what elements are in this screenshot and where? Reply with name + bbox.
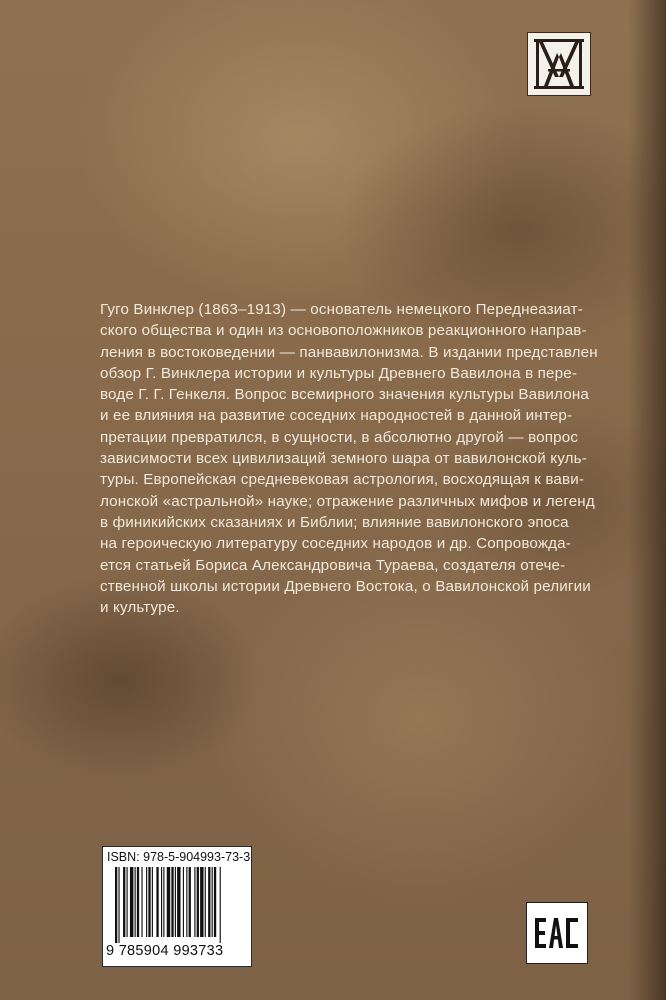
annotation-line: обзор Г. Винклера истории и культуры Древнего Вавилона в пере- <box>100 364 578 382</box>
barcode-bar <box>163 867 164 937</box>
publisher-logo <box>527 32 591 96</box>
barcode-bar <box>212 867 213 937</box>
barcode-bar <box>167 867 170 937</box>
barcode-bar <box>208 867 210 937</box>
barcode-bar <box>177 867 180 937</box>
barcode-bar <box>194 867 195 937</box>
barcode-bar <box>156 867 158 937</box>
annotation-line: ления в востоковедении — панвавилонизма. В издании представлен <box>100 343 598 361</box>
barcode-bar <box>141 867 142 937</box>
barcode-bar <box>148 867 150 937</box>
annotation-text <box>100 299 598 618</box>
annotation-line: в финикийских сказаниях и Библии; влияние вавилонского эпоса <box>100 513 569 531</box>
annotation-line: и ее влияния на развитие соседних народностей в данной интер- <box>100 407 573 425</box>
barcode-bar <box>175 867 176 937</box>
barcode-bar <box>214 867 216 937</box>
eac-mark <box>526 902 588 964</box>
barcode-bar <box>127 867 128 937</box>
barcode-bar <box>161 867 162 937</box>
annotation-line: туры. Европейская средневековая астрология, восходящая к вави- <box>100 471 585 489</box>
barcode-bars <box>115 867 241 943</box>
barcode-bar <box>130 867 133 937</box>
barcode-bar <box>189 867 191 937</box>
barcode-bar <box>137 867 139 937</box>
annotation-line: претации превратился, в сущности, в абсолютно другой — вопрос <box>100 428 579 446</box>
barcode-bar <box>220 867 221 943</box>
isbn-barcode <box>102 846 252 967</box>
barcode-bar <box>115 867 117 943</box>
annotation-line: Гуго Винклер (1863–1913) — основатель немецкого Переднеазиат- <box>100 301 583 318</box>
spine-shadow <box>628 0 666 1000</box>
barcode-bar <box>135 867 136 937</box>
annotation-line: зависимости всех цивилизаций земного шара от вавилонской куль- <box>100 450 587 468</box>
barcode-bar <box>205 867 206 937</box>
isbn-label: ISBN: 978-5-904993-73-3 <box>107 850 251 864</box>
annotation-line: лонской «астральной» науке; отражение различных мифов и легенд <box>100 492 595 510</box>
barcode-digits: 9 785904 993733 <box>106 943 224 959</box>
barcode-bar <box>118 867 119 943</box>
barcode-bar <box>197 867 199 937</box>
annotation-line: ского общества и один из основоположников реакционного направ- <box>100 322 587 340</box>
publisher-monogram-icon <box>528 33 590 95</box>
annotation-line: и культуре. <box>100 599 180 617</box>
annotation-line: ственной школы истории Древнего Востока, о Вавилонской религии <box>100 577 591 595</box>
barcode-bar <box>171 867 173 937</box>
barcode-bar <box>152 867 153 937</box>
barcode-bar <box>183 867 184 937</box>
barcode-bar <box>186 867 187 937</box>
eac-conformity-icon <box>527 903 587 963</box>
barcode-bar <box>123 867 125 937</box>
barcode-bar <box>200 867 203 937</box>
annotation-line: ется статьей Бориса Александровича Тураева, создателя отече- <box>100 556 566 574</box>
annotation-line: воде Г. Г. Генкеля. Вопрос всемирного значения культуры Вавилона <box>100 386 589 404</box>
annotation-line: на героическую литературу соседних народов и др. Сопровожда- <box>100 535 571 553</box>
barcode-bar <box>146 867 147 937</box>
